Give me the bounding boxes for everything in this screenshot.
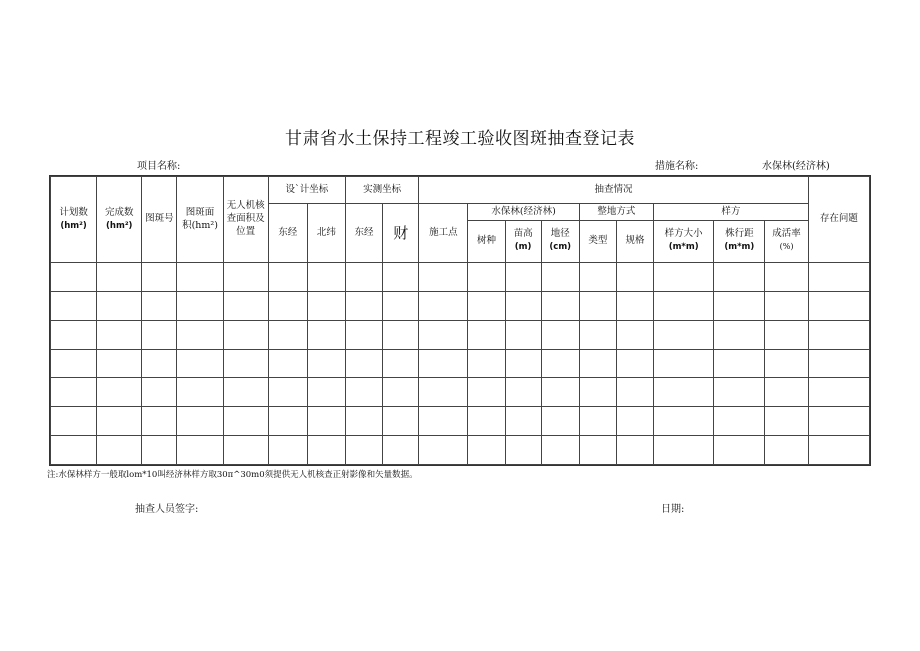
table-cell[interactable]	[616, 291, 653, 320]
header-forest: 水保林(经济林)	[468, 204, 579, 220]
table-cell[interactable]	[419, 320, 468, 349]
table-cell[interactable]	[177, 436, 223, 465]
table-cell[interactable]	[142, 407, 177, 436]
inspection-register-table	[49, 175, 871, 466]
table-cell[interactable]	[505, 436, 541, 465]
table-cell[interactable]	[654, 291, 714, 320]
header-survival: 成活率 (%)	[765, 220, 808, 263]
table-cell[interactable]	[51, 436, 97, 465]
table-cell[interactable]	[765, 320, 808, 349]
table-cell[interactable]	[765, 407, 808, 436]
table-cell[interactable]	[541, 436, 579, 465]
table-cell[interactable]	[346, 320, 383, 349]
table-cell[interactable]	[654, 349, 714, 378]
table-cell[interactable]	[654, 320, 714, 349]
table-cell[interactable]	[268, 291, 307, 320]
table-cell[interactable]	[419, 436, 468, 465]
header-done-area: 完成数 (hm²)	[97, 177, 142, 263]
table-cell[interactable]	[654, 263, 714, 292]
table-cell[interactable]	[579, 378, 616, 407]
footnote: 注:水保林样方一般取lom*10叫经济林样方取30π^30m0须提供无人机核查正射影像和矢量数据。	[47, 470, 418, 480]
table-cell[interactable]	[97, 378, 142, 407]
header-inspection: 抽查情况	[419, 177, 808, 204]
table-cell[interactable]	[223, 263, 268, 292]
table-cell[interactable]	[579, 407, 616, 436]
table-cell[interactable]	[223, 349, 268, 378]
table-cell[interactable]	[616, 436, 653, 465]
table-cell[interactable]	[177, 407, 223, 436]
table-cell[interactable]	[268, 378, 307, 407]
table-cell[interactable]	[714, 320, 765, 349]
table-cell[interactable]	[616, 349, 653, 378]
header-construction-point: 施工点	[419, 204, 468, 263]
table-cell[interactable]	[307, 407, 345, 436]
table-cell[interactable]	[177, 320, 223, 349]
form-title: 甘肃省水土保持工程竣工验收图斑抽查登记表	[285, 129, 635, 149]
table-cell[interactable]	[541, 320, 579, 349]
table-row	[51, 407, 870, 436]
table-cell[interactable]	[579, 320, 616, 349]
table-cell[interactable]	[383, 378, 419, 407]
header-species: 树种	[468, 220, 505, 263]
header-spacing: 株行距 (m*m)	[714, 220, 765, 263]
table-cell[interactable]	[268, 349, 307, 378]
table-cell[interactable]	[616, 407, 653, 436]
table-cell[interactable]	[419, 378, 468, 407]
header-problems: 存在问题	[808, 177, 869, 263]
table-cell[interactable]	[468, 320, 505, 349]
table-cell[interactable]	[223, 407, 268, 436]
table-cell[interactable]	[223, 291, 268, 320]
table-row	[51, 378, 870, 407]
table-cell[interactable]	[468, 378, 505, 407]
table-cell[interactable]	[714, 263, 765, 292]
table-cell[interactable]	[541, 378, 579, 407]
table-cell[interactable]	[541, 263, 579, 292]
table-cell[interactable]	[808, 320, 869, 349]
header-seedling-height: 苗高 (m)	[505, 220, 541, 263]
table-cell[interactable]	[419, 263, 468, 292]
table-cell[interactable]	[505, 291, 541, 320]
project-name-label: 项目名称:	[137, 161, 181, 172]
table-cell[interactable]	[505, 320, 541, 349]
table-cell[interactable]	[383, 436, 419, 465]
table-cell[interactable]	[51, 349, 97, 378]
header-sample-size: 样方大小 (m*m)	[654, 220, 714, 263]
table-cell[interactable]	[765, 291, 808, 320]
table-cell[interactable]	[654, 378, 714, 407]
table-cell[interactable]	[223, 436, 268, 465]
table-row	[51, 263, 870, 292]
table-cell[interactable]	[616, 263, 653, 292]
table-cell[interactable]	[579, 291, 616, 320]
table-cell[interactable]	[808, 378, 869, 407]
table-cell[interactable]	[142, 263, 177, 292]
table-cell[interactable]	[307, 320, 345, 349]
table-cell[interactable]	[541, 349, 579, 378]
table-cell[interactable]	[579, 436, 616, 465]
header-land-prep: 整地方式	[579, 204, 653, 220]
table-cell[interactable]	[714, 436, 765, 465]
table-cell[interactable]	[765, 436, 808, 465]
table-cell[interactable]	[383, 320, 419, 349]
table-cell[interactable]	[765, 263, 808, 292]
table-row	[51, 349, 870, 378]
table-cell[interactable]	[765, 378, 808, 407]
header-sample: 样方	[654, 204, 809, 220]
header-prep-type: 类型	[579, 220, 616, 263]
table-row	[51, 436, 870, 465]
date-label: 日期:	[661, 504, 685, 515]
table-cell[interactable]	[97, 349, 142, 378]
table-cell[interactable]	[177, 291, 223, 320]
measure-name-label: 措施名称:	[655, 161, 699, 172]
header-measured-coords: 实测坐标	[346, 177, 419, 204]
header-measured-east: 东经	[346, 204, 383, 263]
table-cell[interactable]	[714, 407, 765, 436]
table-cell[interactable]	[346, 378, 383, 407]
table-cell[interactable]	[714, 378, 765, 407]
header-patch-area: 图斑面 积(hm²)	[177, 177, 223, 263]
table-row	[51, 291, 870, 320]
table-cell[interactable]	[468, 291, 505, 320]
table-cell[interactable]	[97, 320, 142, 349]
table-cell[interactable]	[51, 263, 97, 292]
header-design-east: 东经	[268, 204, 307, 263]
table-cell[interactable]	[307, 378, 345, 407]
table-cell[interactable]	[419, 291, 468, 320]
table-cell[interactable]	[142, 291, 177, 320]
table-cell[interactable]	[383, 349, 419, 378]
table-cell[interactable]	[654, 436, 714, 465]
table-cell[interactable]	[468, 407, 505, 436]
table-cell[interactable]	[177, 349, 223, 378]
table-cell[interactable]	[579, 263, 616, 292]
table-cell[interactable]	[808, 407, 869, 436]
table-cell[interactable]	[714, 349, 765, 378]
table-cell[interactable]	[505, 378, 541, 407]
header-ground-diameter: 地径 (cm)	[541, 220, 579, 263]
table-cell[interactable]	[142, 349, 177, 378]
table-cell[interactable]	[268, 436, 307, 465]
header-plan-area: 计划数 (hm²)	[51, 177, 97, 263]
table-cell[interactable]	[51, 320, 97, 349]
header-design-north: 北纬	[307, 204, 345, 263]
table-cell[interactable]	[541, 291, 579, 320]
table-cell[interactable]	[419, 349, 468, 378]
table-cell[interactable]	[177, 263, 223, 292]
table-cell[interactable]	[383, 291, 419, 320]
measure-name-value: 水保林(经济林)	[762, 161, 830, 172]
table-cell[interactable]	[383, 407, 419, 436]
table-cell[interactable]	[808, 263, 869, 292]
table-cell[interactable]	[616, 320, 653, 349]
table-cell[interactable]	[223, 320, 268, 349]
table-cell[interactable]	[541, 407, 579, 436]
table-cell[interactable]	[505, 407, 541, 436]
table-cell[interactable]	[97, 263, 142, 292]
header-uav-check: 无人机核查面积及位置	[223, 177, 268, 263]
header-patch-no: 图斑号	[142, 177, 177, 263]
table-cell[interactable]	[346, 263, 383, 292]
table-cell[interactable]	[307, 436, 345, 465]
table-cell[interactable]	[307, 349, 345, 378]
table-cell[interactable]	[51, 378, 97, 407]
table-cell[interactable]	[346, 436, 383, 465]
table-row	[51, 320, 870, 349]
table-cell[interactable]	[346, 291, 383, 320]
table-cell[interactable]	[616, 378, 653, 407]
header-prep-spec: 规格	[616, 220, 653, 263]
table-cell[interactable]	[142, 378, 177, 407]
table-cell[interactable]	[505, 263, 541, 292]
table-cell[interactable]	[268, 320, 307, 349]
table-cell[interactable]	[268, 263, 307, 292]
header-measured-north: 财	[383, 204, 419, 263]
table-cell[interactable]	[468, 349, 505, 378]
table-cell[interactable]	[142, 436, 177, 465]
table-cell[interactable]	[177, 378, 223, 407]
table-cell[interactable]	[654, 407, 714, 436]
table-cell[interactable]	[51, 291, 97, 320]
inspector-signature-label: 抽查人员签字:	[135, 504, 199, 515]
table-cell[interactable]	[97, 407, 142, 436]
table-cell[interactable]	[346, 349, 383, 378]
table-cell[interactable]	[808, 291, 869, 320]
table-cell[interactable]	[142, 320, 177, 349]
table-cell[interactable]	[97, 436, 142, 465]
table-cell[interactable]	[765, 349, 808, 378]
header-design-coords: 设`计坐标	[268, 177, 345, 204]
table-cell[interactable]	[97, 291, 142, 320]
table-cell[interactable]	[346, 407, 383, 436]
table-cell[interactable]	[268, 407, 307, 436]
table-cell[interactable]	[579, 349, 616, 378]
table-cell[interactable]	[307, 291, 345, 320]
table-cell[interactable]	[51, 407, 97, 436]
table-cell[interactable]	[383, 263, 419, 292]
table-cell[interactable]	[505, 349, 541, 378]
table-cell[interactable]	[419, 407, 468, 436]
table-cell[interactable]	[808, 349, 869, 378]
table-cell[interactable]	[714, 291, 765, 320]
table-cell[interactable]	[808, 436, 869, 465]
table-cell[interactable]	[468, 263, 505, 292]
table-cell[interactable]	[307, 263, 345, 292]
table-cell[interactable]	[223, 378, 268, 407]
table-cell[interactable]	[468, 436, 505, 465]
